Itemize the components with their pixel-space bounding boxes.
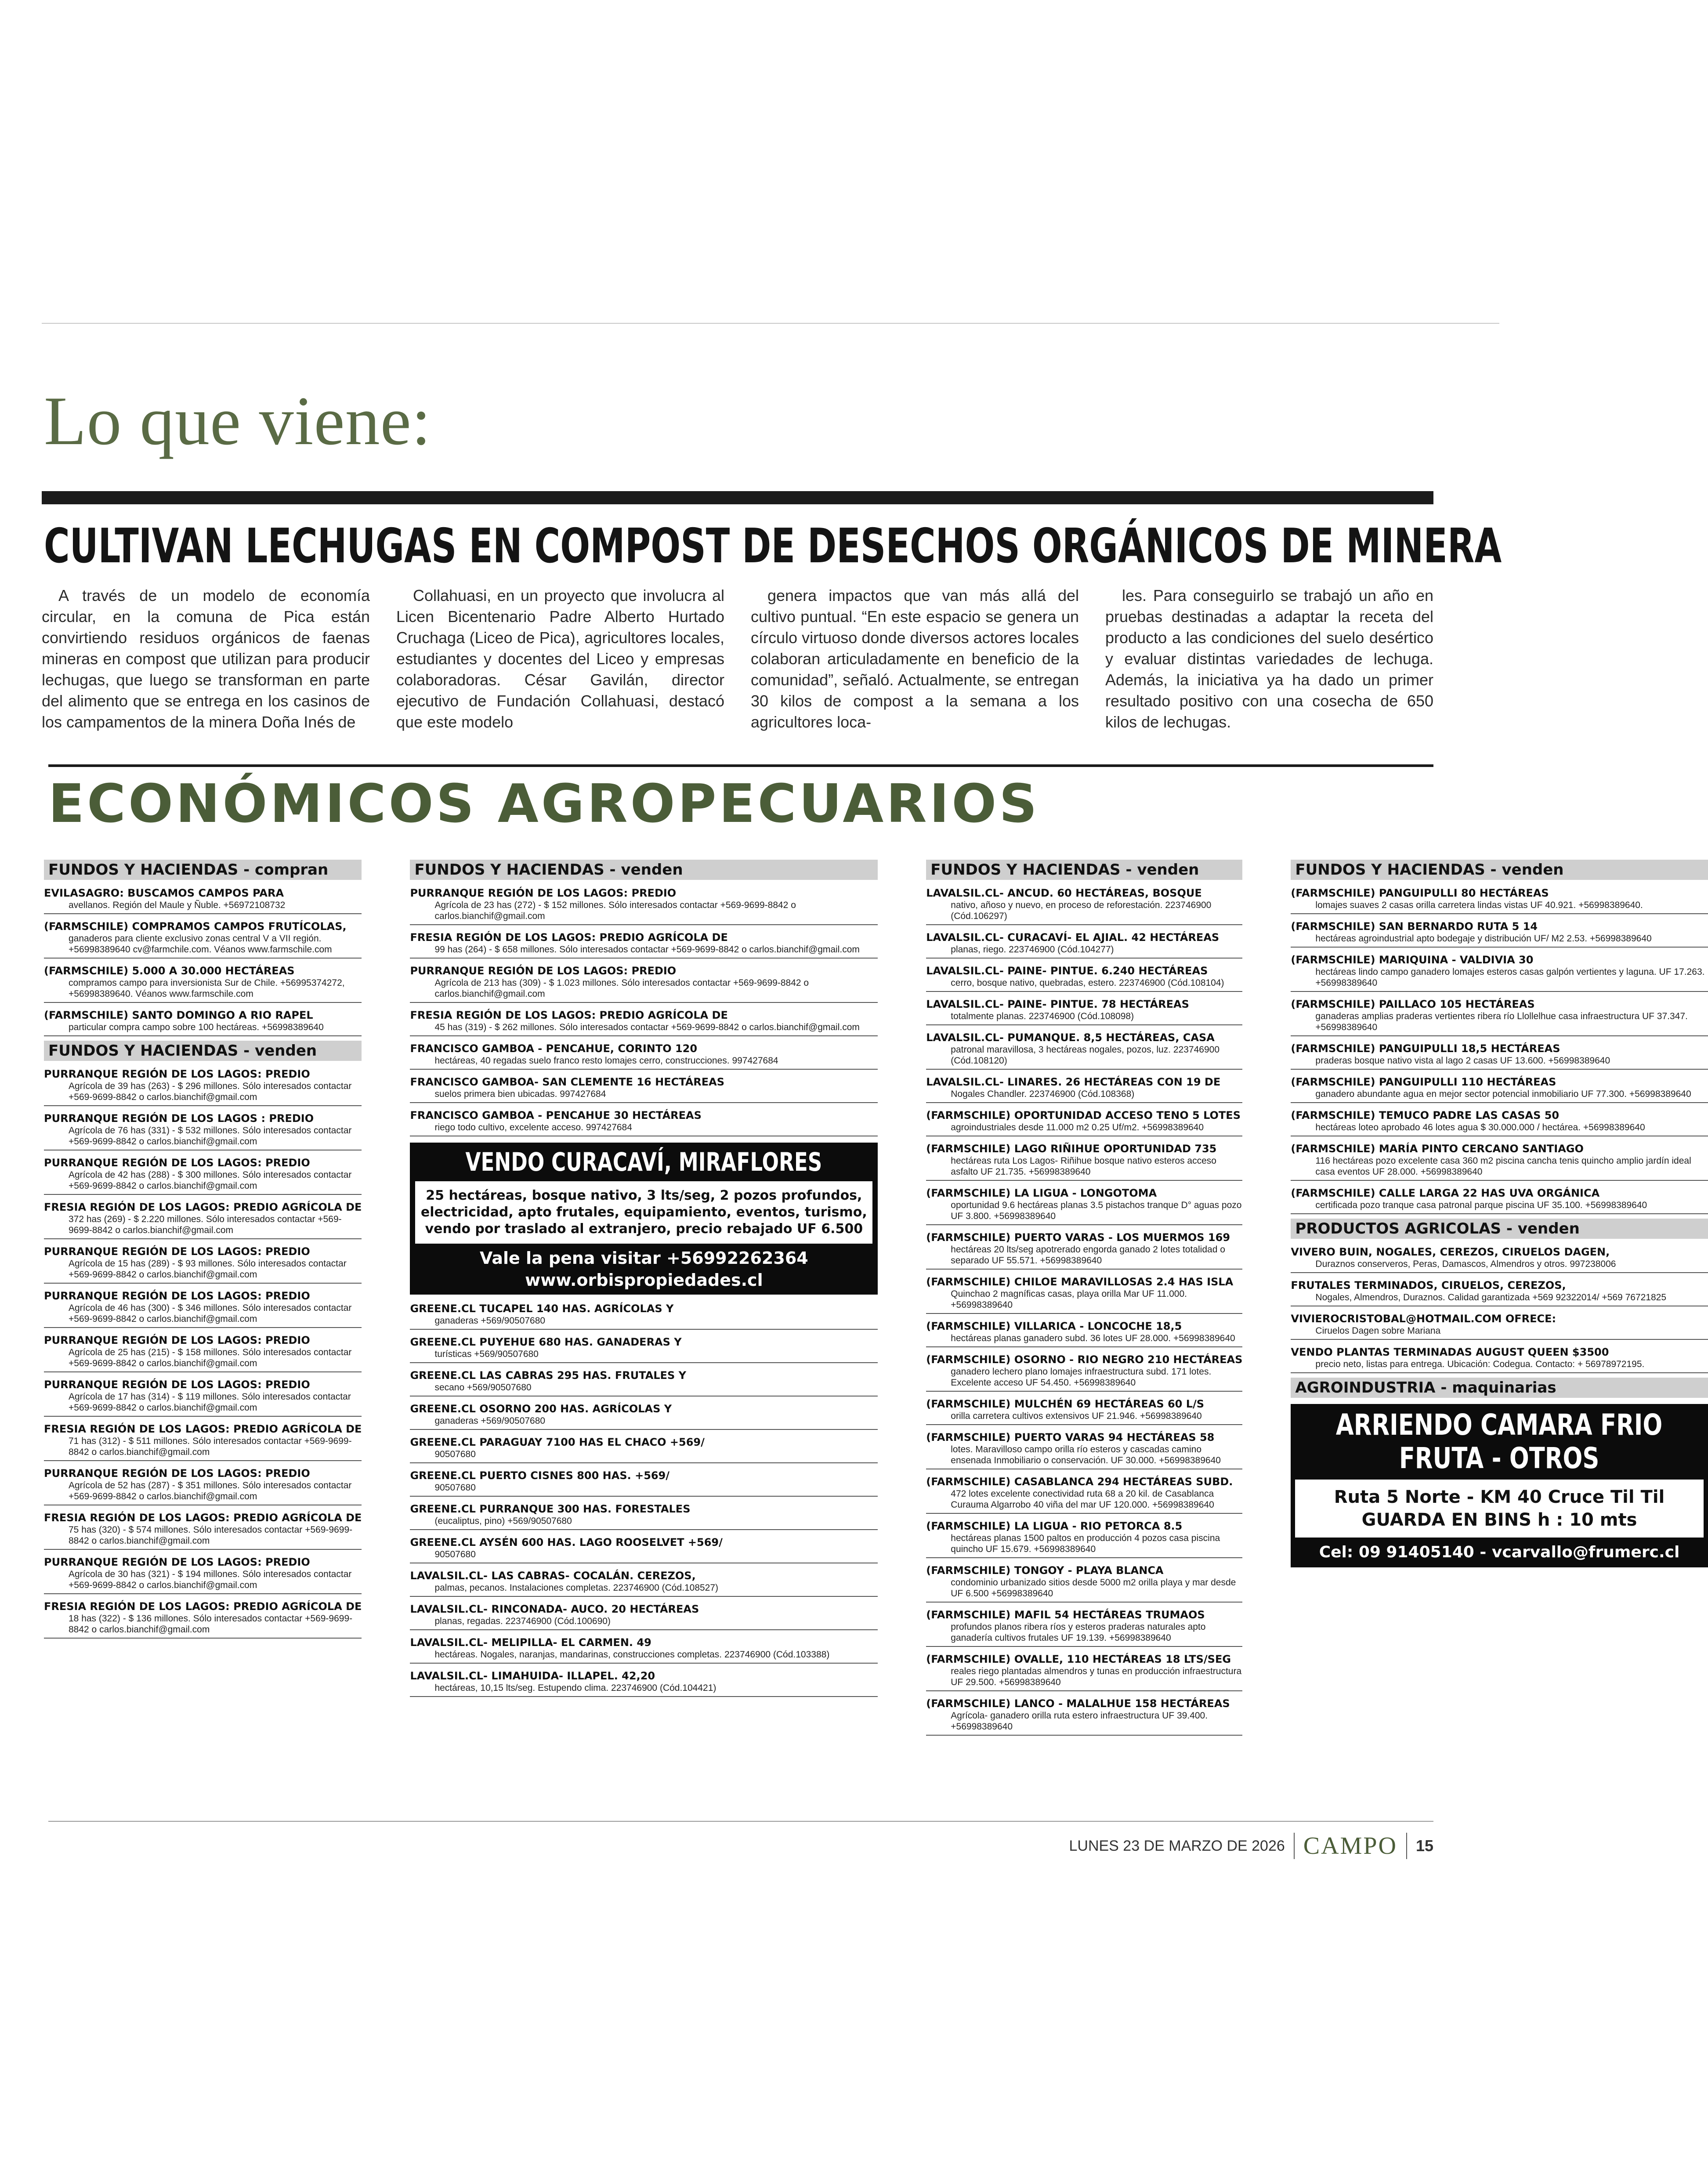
- classified-ad-body: Agrícola de 39 has (263) - $ 296 millones. Sólo interesados contactar +569-9699-8842 o carlos.bianchif@gmail.com: [69, 1081, 352, 1102]
- classified-ad: [44, 1377, 362, 1417]
- classified-ad-body: hectáreas loteo aprobado 46 lotes agua $ 30.000.000 / hectárea. +56998389640: [1315, 1122, 1645, 1132]
- classified-ad-body: 90507680: [434, 1449, 476, 1459]
- classified-ad: [926, 885, 1242, 925]
- classified-ad-title: (FARMSCHILE) SANTO DOMINGO A RIO RAPEL: [44, 1009, 313, 1021]
- display-ad-curacavi: [410, 1143, 878, 1295]
- classified-ad-title: PURRANQUE REGIÓN DE LOS LAGOS: PREDIO: [44, 1068, 310, 1080]
- classified-ad-body: hectáreas planas 1500 paltos en producción 4 pozos casa piscina quincho UF 15.679. +56998389640: [951, 1533, 1220, 1554]
- classified-ad-body: 372 has (269) - $ 2.220 millones. Sólo interesados contactar +569-9699-8842 o carlos.bianchif@gmail.com: [69, 1214, 342, 1235]
- classified-ad-body: lomajes suaves 2 casas orilla carretera lindas vistas UF 40.921. +56998389640.: [1315, 900, 1643, 910]
- classified-ad-body: particular compra campo sobre 100 hectáreas. +56998389640: [69, 1022, 324, 1032]
- classified-ad: [926, 1352, 1242, 1392]
- ad-list: [926, 885, 1242, 1736]
- classified-ad: [926, 963, 1242, 992]
- ad-list: [1291, 1244, 1708, 1373]
- section-name: CAMPO: [1303, 1832, 1397, 1860]
- classified-ad-title: (FARMSCHILE) LANCO - MALALHUE 158 HECTÁREAS: [926, 1697, 1230, 1710]
- classified-ad-title: (FARMSCHILE) 5.000 A 30.000 HECTÁREAS: [44, 965, 295, 977]
- category-header: PRODUCTOS AGRICOLAS - venden: [1291, 1219, 1708, 1239]
- classified-ad-body: secano +569/90507680: [434, 1382, 532, 1393]
- classified-ad: [1291, 1141, 1708, 1181]
- classified-ad-body: hectáreas lindo campo ganadero lomajes esteros casas galpón vertientes y laguna. UF 17.263. +56998389640: [1315, 967, 1705, 988]
- classified-ad-body: Duraznos conserveros, Peras, Damascos, Almendros y otros. 997238006: [1315, 1259, 1616, 1269]
- classified-ad-body: 99 has (264) - $ 658 millones. Sólo interesados contactar +569-9699-8842 o carlos.bianchif@gmail.com: [434, 944, 860, 955]
- classified-ad-body: precio neto, listas para entrega. Ubicación: Codegua. Contacto: + 56978972195.: [1315, 1359, 1645, 1369]
- display-ad-phone: Vale la pena visitar +56992262364: [480, 1248, 808, 1268]
- classified-ad-body: Agrícola- ganadero orilla ruta estero infraestructura UF 39.400. +56998389640: [951, 1711, 1208, 1732]
- classified-ad: [410, 1434, 878, 1463]
- classified-ad-body: orilla carretera cultivos extensivos UF 21.946. +56998389640: [951, 1411, 1202, 1421]
- classified-ad: [1291, 1244, 1708, 1273]
- classified-ad-title: (FARMSCHILE) VILLARICA - LONCOCHE 18,5: [926, 1320, 1182, 1332]
- display-ad-camara-frio: [1291, 1404, 1708, 1567]
- footer-rule: [48, 1821, 1433, 1822]
- classified-ad-title: GREENE.CL PUYEHUE 680 HAS. GANADERAS Y: [410, 1336, 682, 1348]
- classifieds: [44, 860, 1705, 1795]
- classified-ad-title: PURRANQUE REGIÓN DE LOS LAGOS: PREDIO: [44, 1334, 310, 1346]
- classified-ad-title: PURRANQUE REGIÓN DE LOS LAGOS: PREDIO: [44, 1378, 310, 1391]
- classified-ad: [44, 963, 362, 1003]
- classified-ad-title: EVILASAGRO: BUSCAMOS CAMPOS PARA: [44, 887, 284, 899]
- classified-ad: [926, 1185, 1242, 1225]
- classified-ad-title: (FARMSCHILE) OSORNO - RIO NEGRO 210 HECTÁREAS: [926, 1353, 1243, 1366]
- classified-ad-body: 116 hectáreas pozo excelente casa 360 m2 piscina cancha tenis quincho amplio jardín ideal casa eventos UF 28.000. +56998389640: [1315, 1156, 1691, 1177]
- ad-list: [1291, 885, 1708, 1214]
- classified-ad-title: PURRANQUE REGIÓN DE LOS LAGOS: PREDIO: [410, 965, 677, 977]
- classified-ad-title: (FARMSCHILE) PANGUIPULLI 110 HECTÁREAS: [1291, 1076, 1556, 1088]
- classified-ad: [410, 1041, 878, 1070]
- classified-ad-body: oportunidad 9.6 hectáreas planas 3.5 pistachos tranque D° aguas pozo UF 3.800. +56998389640: [951, 1200, 1242, 1221]
- classified-ad-title: FRANCISCO GAMBOA - PENCAHUE, CORINTO 120: [410, 1042, 698, 1055]
- classified-ad-body: Nogales, Almendros, Duraznos. Calidad garantizada +569 92322014/ +569 76721825: [1315, 1292, 1667, 1302]
- display-ad-contact: Cel: 09 91405140 - vcarvallo@frumerc.cl: [1319, 1543, 1680, 1561]
- classified-ad: [44, 1421, 362, 1461]
- classified-ad-title: VENDO PLANTAS TERMINADAS AUGUST QUEEN $3500: [1291, 1346, 1609, 1358]
- classified-ad-body: Agrícola de 76 has (331) - $ 532 millones. Sólo interesados contactar +569-9699-8842 o carlos.bianchif@gmail.com: [69, 1125, 352, 1147]
- classified-ad-body: Nogales Chandler. 223746900 (Cód.108368): [951, 1089, 1135, 1099]
- classified-column-1: [44, 860, 362, 1795]
- classified-ad: [44, 1244, 362, 1284]
- classified-ad-title: (FARMSCHILE) OVALLE, 110 HECTÁREAS 18 LTS/SEG: [926, 1653, 1231, 1665]
- classified-ad-title: (FARMSCHILE) MULCHÉN 69 HECTÁREAS 60 L/S: [926, 1398, 1205, 1410]
- classified-ad-title: PURRANQUE REGIÓN DE LOS LAGOS: PREDIO: [44, 1245, 310, 1258]
- classified-ad-title: GREENE.CL LAS CABRAS 295 HAS. FRUTALES Y: [410, 1369, 686, 1382]
- classified-ad: [44, 1599, 362, 1639]
- classified-ad-title: GREENE.CL PUERTO CISNES 800 HAS. +569/: [410, 1469, 670, 1482]
- classified-column-3: [926, 860, 1242, 1795]
- classified-ad: [926, 1396, 1242, 1425]
- classified-ad: [410, 1334, 878, 1363]
- classified-ad-title: LAVALSIL.CL- RINCONADA- AUCO. 20 HECTÁREAS: [410, 1603, 699, 1615]
- classified-ad: [410, 930, 878, 959]
- classified-ad-body: condominio urbanizado sitios desde 5000 m2 orilla playa y mar desde UF 6.500 +56998389640: [951, 1577, 1236, 1599]
- classified-ad-body: Agrícola de 46 has (300) - $ 346 millones. Sólo interesados contactar +569-9699-8842 o carlos.bianchif@gmail.com: [69, 1303, 352, 1324]
- classified-ad-title: (FARMSCHILE) PUERTO VARAS 94 HECTÁREAS 58: [926, 1431, 1215, 1444]
- classified-ad: [1291, 1311, 1708, 1340]
- classified-ad-title: LAVALSIL.CL- LINARES. 26 HECTÁREAS CON 19 DE: [926, 1076, 1221, 1088]
- classified-ad-body: Quinchao 2 magníficas casas, playa orilla Mar UF 11.000. +56998389640: [951, 1289, 1187, 1310]
- classified-ad-title: FRANCISCO GAMBOA - PENCAHUE 30 HECTÁREAS: [410, 1109, 702, 1122]
- classified-ad: [44, 1199, 362, 1239]
- classified-ad-title: VIVERO BUIN, NOGALES, CEREZOS, CIRUELOS DAGEN,: [1291, 1246, 1610, 1258]
- classified-ad: [410, 1468, 878, 1497]
- classified-ad-body: reales riego plantadas almendros y tunas en producción infraestructura UF 29.500. +56998389640: [951, 1666, 1242, 1687]
- classified-ad: [410, 1074, 878, 1103]
- display-ad-website: www.orbispropiedades.cl: [525, 1270, 763, 1290]
- classified-ad-body: nativo, añoso y nuevo, en proceso de reforestación. 223746900 (Cód.106297): [951, 900, 1212, 921]
- classified-ad: [410, 1635, 878, 1664]
- classified-ad-body: praderas bosque nativo vista al lago 2 casas UF 13.600. +56998389640: [1315, 1056, 1610, 1066]
- classified-ad-body: hectáreas, 10,15 lts/seg. Estupendo clima. 223746900 (Cód.104421): [434, 1683, 716, 1693]
- classified-ad-body: lotes. Maravilloso campo orilla río esteros y cascadas camino ensenada Inmobiliario o conservación. UF 30.000. +56998389640: [951, 1444, 1221, 1465]
- category-header: FUNDOS Y HACIENDAS - venden: [410, 860, 878, 880]
- category-header: AGROINDUSTRIA - maquinarias: [1291, 1378, 1708, 1398]
- footer-divider: [1294, 1833, 1295, 1859]
- classified-ad: [1291, 919, 1708, 948]
- classified-ad-body: ganaderas +569/90507680: [434, 1416, 546, 1426]
- display-ad-body: Ruta 5 Norte - KM 40 Cruce Til Til GUARDA EN BINS h : 10 mts: [1295, 1480, 1703, 1538]
- classified-ad-title: PURRANQUE REGIÓN DE LOS LAGOS: PREDIO: [44, 1290, 310, 1302]
- classified-ad: [44, 1007, 362, 1036]
- display-ad-subtitle: FRUTA - OTROS: [1399, 1441, 1599, 1475]
- classified-ad: [410, 1007, 878, 1036]
- classified-ad-title: (FARMSCHILE) MAFIL 54 HECTÁREAS TRUMAOS: [926, 1609, 1205, 1621]
- classified-ad: [44, 919, 362, 959]
- classified-ad-body: hectáreas planas ganadero subd. 36 lotes UF 28.000. +56998389640: [951, 1333, 1235, 1343]
- classified-ad-body: Agrícola de 23 has (272) - $ 152 millones. Sólo interesados contactar +569-9699-8842 o carlos.bianchif@gmail.com: [434, 900, 796, 921]
- classified-ad: [1291, 952, 1708, 992]
- classified-ad-body: Agrícola de 25 has (215) - $ 158 millones. Sólo interesados contactar +569-9699-8842 o carlos.bianchif@gmail.com: [69, 1347, 352, 1368]
- classified-ad: [926, 1563, 1242, 1603]
- classified-ad: [926, 930, 1242, 959]
- classified-ad-title: PURRANQUE REGIÓN DE LOS LAGOS: PREDIO: [44, 1556, 310, 1568]
- classified-ad: [410, 885, 878, 925]
- article-column-3: genera impactos que van más allá del cultivo puntual. “En este espacio se genera un círculo virtuoso donde diversos actores locales colaboran articuladamente en beneficio de la comunidad”, señaló. Actualmente, se entregan 30 kilos de compost a la semana a los agricultores loca-: [751, 586, 1079, 731]
- classified-ad-body: planas, riego. 223746900 (Cód.104277): [951, 944, 1114, 955]
- section-title: ECONÓMICOS AGROPECUARIOS: [48, 774, 1040, 835]
- classified-ad: [410, 1401, 878, 1430]
- classified-ad-title: LAVALSIL.CL- CURACAVÍ- EL AJIAL. 42 HECTÁREAS: [926, 931, 1219, 944]
- classified-ad: [44, 1288, 362, 1328]
- category-header: FUNDOS Y HACIENDAS - venden: [44, 1041, 362, 1061]
- classified-ad: [926, 1274, 1242, 1314]
- classified-ad-title: (FARMSCHILE) PAILLACO 105 HECTÁREAS: [1291, 998, 1535, 1010]
- classified-ad: [1291, 1185, 1708, 1214]
- classified-ad-title: (FARMSCHILE) TEMUCO PADRE LAS CASAS 50: [1291, 1109, 1560, 1122]
- classified-ad-body: hectáreas 20 lts/seg apotrerado engorda ganado 2 lotes totalidad o separado UF 55.571. +56998389640: [951, 1245, 1225, 1266]
- category-header: FUNDOS Y HACIENDAS - compran: [44, 860, 362, 880]
- classified-ad-title: FRUTALES TERMINADOS, CIRUELOS, CEREZOS,: [1291, 1279, 1566, 1292]
- classified-ad-title: (FARMSCHILE) PANGUIPULLI 18,5 HECTÁREAS: [1291, 1042, 1560, 1055]
- classified-ad: [44, 1554, 362, 1594]
- classified-ad-title: PURRANQUE REGIÓN DE LOS LAGOS: PREDIO: [44, 1467, 310, 1480]
- category-header: FUNDOS Y HACIENDAS - venden: [1291, 860, 1708, 880]
- classified-ad-body: profundos planos ribera ríos y esteros praderas naturales apto ganadería cultivos frutales UF 19.139. +56998389640: [951, 1622, 1206, 1643]
- classified-ad-body: cerro, bosque nativo, quebradas, estero. 223746900 (Cód.108104): [951, 978, 1224, 988]
- page-number: 15: [1415, 1837, 1433, 1855]
- classified-ad-body: Agrícola de 15 has (289) - $ 93 millones. Sólo interesados contactar +569-9699-8842 o carlos.bianchif@gmail.com: [69, 1259, 347, 1280]
- classified-ad-title: FRESIA REGIÓN DE LOS LAGOS: PREDIO AGRÍCOLA DE: [44, 1512, 362, 1524]
- kicker-title: Lo que viene:: [44, 383, 431, 459]
- classified-ad: [410, 1668, 878, 1697]
- ad-list: [44, 1066, 362, 1639]
- headline-bar: [42, 491, 1433, 504]
- page-footer: [1069, 1832, 1433, 1860]
- classified-ad-body: ganaderos para cliente exclusivo zonas central V a VII región. +56998389640 cv@farmchile.com. Véanos www.farmschile.com: [69, 933, 332, 955]
- classified-ad: [926, 1141, 1242, 1181]
- classified-ad-body: Agrícola de 17 has (314) - $ 119 millones. Sólo interesados contactar +569-9699-8842 o carlos.bianchif@gmail.com: [69, 1392, 351, 1413]
- classified-ad-body: Agrícola de 30 has (321) - $ 194 millones. Sólo interesados contactar +569-9699-8842 o carlos.bianchif@gmail.com: [69, 1569, 352, 1590]
- classified-ad-body: ganadero abundante agua en mejor sector potencial inmobiliario UF 77.300. +56998389640: [1315, 1089, 1691, 1099]
- classified-ad: [410, 1107, 878, 1136]
- classified-ad-title: (FARMSCHILE) SAN BERNARDO RUTA 5 14: [1291, 920, 1538, 933]
- classified-ad: [926, 1429, 1242, 1469]
- classified-ad-title: (FARMSCHILE) COMPRAMOS CAMPOS FRUTÍCOLAS,: [44, 920, 347, 933]
- classified-ad: [410, 1601, 878, 1630]
- classified-ad: [926, 1030, 1242, 1070]
- classified-ad: [1291, 996, 1708, 1036]
- classified-ad-body: totalmente planas. 223746900 (Cód.108098): [951, 1011, 1134, 1021]
- classified-ad-body: patronal maravillosa, 3 hectáreas nogales, pozos, luz. 223746900 (Cód.108120): [951, 1045, 1219, 1066]
- classified-ad-title: GREENE.CL TUCAPEL 140 HAS. AGRÍCOLAS Y: [410, 1302, 674, 1315]
- classified-ad-body: compramos campo para inversionista Sur de Chile. +56995374272, +56998389640. Véanos www.farmschile.com: [69, 978, 345, 999]
- classified-ad-body: avellanos. Región del Maule y Ñuble. +56972108732: [69, 900, 286, 910]
- article-column-4: les. Para conseguirlo se trabajó un año en pruebas destinadas a adaptar la receta del producto a las condiciones del suelo desértico y evaluar distintas variedades de lechuga. Además, la iniciativa ya ha dado un primer resultado positivo con una cosecha de 650 kilos de lechugas.: [1105, 586, 1433, 731]
- headline: CULTIVAN LECHUGAS EN COMPOST DE DESECHOS ORGÁNICOS DE MINERA: [44, 519, 1502, 574]
- classified-ad: [44, 1066, 362, 1106]
- classified-ad-title: PURRANQUE REGIÓN DE LOS LAGOS: PREDIO: [410, 887, 677, 899]
- classified-ad-body: planas, regadas. 223746900 (Cód.100690): [434, 1616, 611, 1626]
- classified-ad-title: (FARMSCHILE) LAGO RIÑIHUE OPORTUNIDAD 735: [926, 1143, 1217, 1155]
- classified-ad-title: LAVALSIL.CL- PUMANQUE. 8,5 HECTÁREAS, CASA: [926, 1031, 1215, 1044]
- classified-ad-body: ganaderas +569/90507680: [434, 1316, 546, 1326]
- classified-ad-title: FRESIA REGIÓN DE LOS LAGOS: PREDIO AGRÍCOLA DE: [410, 931, 728, 944]
- classified-ad-title: (FARMSCHILE) OPORTUNIDAD ACCESO TENO 5 LOTES: [926, 1109, 1241, 1122]
- article-column-1: A través de un modelo de economía circular, en la comuna de Pica están convirtiendo residuos orgánicos de faenas mineras en compost que utilizan para producir lechugas, que luego se transforman en parte del alimento que se entrega en los casinos de los campamentos de la minera Doña Inés de: [42, 586, 370, 731]
- display-ad-body: 25 hectáreas, bosque nativo, 3 lts/seg, 2 pozos profundos, electricidad, apto frutales, equipamiento, eventos, turismo, vendo por traslado al extranjero, precio rebajado UF 6.500: [415, 1181, 872, 1244]
- classified-ad-title: (FARMSCHILE) LA LIGUA - LONGOTOMA: [926, 1187, 1157, 1199]
- classified-ad-body: agroindustriales desde 11.000 m2 0.25 Uf/m2. +56998389640: [951, 1122, 1204, 1132]
- classified-ad: [1291, 1041, 1708, 1070]
- classified-ad-body: hectáreas. Nogales, naranjas, mandarinas, construcciones completas. 223746900 (Cód.103388): [434, 1650, 830, 1660]
- classified-ad: [926, 1074, 1242, 1103]
- classified-ad-title: GREENE.CL OSORNO 200 HAS. AGRÍCOLAS Y: [410, 1403, 672, 1415]
- classified-ad: [410, 1501, 878, 1530]
- classified-ad-body: (eucaliptus, pino) +569/90507680: [434, 1516, 572, 1526]
- classified-ad: [410, 963, 878, 1003]
- classified-ad-body: ganadero lechero plano lomajes infraestructura subd. 171 lotes. Excelente acceso UF 54.450. +56998389640: [951, 1367, 1212, 1388]
- classified-ad: [44, 1510, 362, 1550]
- classified-ad-body: 75 has (320) - $ 574 millones. Sólo interesados contactar +569-9699-8842 o carlos.bianchif@gmail.com: [69, 1525, 353, 1546]
- classified-ad-body: Agrícola de 42 has (288) - $ 300 millones. Sólo interesados contactar +569-9699-8842 o carlos.bianchif@gmail.com: [69, 1170, 352, 1191]
- display-ad-title: ARRIENDO CAMARA FRIO: [1336, 1408, 1663, 1442]
- classified-ad-title: GREENE.CL PARAGUAY 7100 HAS EL CHACO +569/: [410, 1436, 705, 1448]
- footer-divider: [1406, 1833, 1407, 1859]
- classified-ad-body: 71 has (312) - $ 511 millones. Sólo interesados contactar +569-9699-8842 o carlos.bianchif@gmail.com: [69, 1436, 352, 1457]
- classified-ad-body: hectáreas, 40 regadas suelo franco resto lomajes cerro, construcciones. 997427684: [434, 1056, 778, 1066]
- classified-ad: [1291, 1277, 1708, 1306]
- classified-ad-title: GREENE.CL AYSÉN 600 HAS. LAGO ROOSELVET +569/: [410, 1536, 723, 1548]
- classified-ad: [410, 1534, 878, 1563]
- classified-ad: [44, 1332, 362, 1372]
- top-rule: [42, 323, 1499, 324]
- classified-ad-body: suelos primera bien ubicadas. 997427684: [434, 1089, 606, 1099]
- classified-ad-body: 45 has (319) - $ 262 millones. Sólo interesados contactar +569-9699-8842 o carlos.bianchif@gmail.com: [434, 1022, 860, 1032]
- classified-ad: [926, 996, 1242, 1025]
- classified-ad-body: ganaderas amplias praderas vertientes ribera río Llollelhue casa infraestructura UF 37.347. +56998389640: [1315, 1011, 1688, 1032]
- classified-ad-title: LAVALSIL.CL- ANCUD. 60 HECTÁREAS, BOSQUE: [926, 887, 1202, 899]
- classified-ad-title: (FARMSCHILE) LA LIGUA - RIO PETORCA 8.5: [926, 1520, 1183, 1532]
- ad-list: [410, 885, 878, 1136]
- classified-ad-title: FRESIA REGIÓN DE LOS LAGOS: PREDIO AGRÍCOLA DE: [410, 1009, 728, 1021]
- classified-ad-body: riego todo cultivo, excelente acceso. 997427684: [434, 1122, 632, 1132]
- classified-ad-title: PURRANQUE REGIÓN DE LOS LAGOS : PREDIO: [44, 1112, 314, 1125]
- classified-ad-title: (FARMSCHILE) PANGUIPULLI 80 HECTÁREAS: [1291, 887, 1549, 899]
- classified-column-4: [1291, 860, 1708, 1795]
- category-header: FUNDOS Y HACIENDAS - venden: [926, 860, 1242, 880]
- classified-ad-title: LAVALSIL.CL- MELIPILLA- EL CARMEN. 49: [410, 1636, 651, 1649]
- classified-ad: [926, 1518, 1242, 1558]
- classified-ad-body: hectáreas ruta Los Lagos- Riñihue bosque nativo esteros acceso asfalto UF 21.735. +56998389640: [951, 1156, 1216, 1177]
- classified-ad-title: VIVIEROCRISTOBAL@HOTMAIL.COM OFRECE:: [1291, 1313, 1556, 1325]
- classified-ad-title: (FARMSCHILE) CHILOE MARAVILLOSAS 2.4 HAS ISLA: [926, 1276, 1234, 1288]
- classified-ad: [926, 1474, 1242, 1514]
- classified-ad: [1291, 885, 1708, 914]
- classified-ad-title: FRANCISCO GAMBOA- SAN CLEMENTE 16 HECTÁREAS: [410, 1076, 725, 1088]
- classified-ad-body: Agrícola de 52 has (287) - $ 351 millones. Sólo interesados contactar +569-9699-8842 o carlos.bianchif@gmail.com: [69, 1480, 352, 1501]
- classified-ad-title: FRESIA REGIÓN DE LOS LAGOS: PREDIO AGRÍCOLA DE: [44, 1423, 362, 1435]
- classified-ad-body: 18 has (322) - $ 136 millones. Sólo interesados contactar +569-9699-8842 o carlos.bianchif@gmail.com: [69, 1614, 353, 1635]
- classified-ad-title: LAVALSIL.CL- LAS CABRAS- COCALÁN. CEREZOS,: [410, 1570, 696, 1582]
- article-body: [42, 585, 1433, 737]
- issue-date: LUNES 23 DE MARZO DE 2026: [1069, 1837, 1285, 1854]
- classified-ad-title: (FARMSCHILE) MARÍA PINTO CERCANO SANTIAGO: [1291, 1143, 1584, 1155]
- classified-ad-body: palmas, pecanos. Instalaciones completas. 223746900 (Cód.108527): [434, 1583, 719, 1593]
- classified-ad-body: hectáreas agroindustrial apto bodegaje y distribución UF/ M2 2.53. +56998389640: [1315, 933, 1652, 944]
- classified-ad-title: (FARMSCHILE) CALLE LARGA 22 HAS UVA ORGÁNICA: [1291, 1187, 1600, 1199]
- classified-ad: [1291, 1344, 1708, 1373]
- display-ad-title: VENDO CURACAVÍ, MIRAFLORES: [465, 1147, 822, 1177]
- classified-ad-title: (FARMSCHILE) CASABLANCA 294 HECTÁREAS SUBD.: [926, 1476, 1233, 1488]
- classified-ad-body: turísticas +569/90507680: [434, 1349, 539, 1359]
- classified-ad-title: GREENE.CL PURRANQUE 300 HAS. FORESTALES: [410, 1503, 691, 1515]
- classified-ad-body: 472 lotes excelente conectividad ruta 68 a 20 kil. de Casablanca Curauma Algarrobo 40 viña del mar UF 120.000. +56998389640: [951, 1489, 1214, 1510]
- classified-ad-body: certificada pozo tranque casa patronal parque piscina UF 35.100. +56998389640: [1315, 1200, 1647, 1210]
- classified-ad-title: LAVALSIL.CL- PAINE- PINTUE. 6.240 HECTÁREAS: [926, 965, 1208, 977]
- classified-ad-title: FRESIA REGIÓN DE LOS LAGOS: PREDIO AGRÍCOLA DE: [44, 1201, 362, 1213]
- classified-ad-title: PURRANQUE REGIÓN DE LOS LAGOS: PREDIO: [44, 1157, 310, 1169]
- classified-ad: [410, 1368, 878, 1397]
- classified-ad: [1291, 1107, 1708, 1136]
- classified-ad-body: 90507680: [434, 1483, 476, 1493]
- classified-ad-title: (FARMSCHILE) TONGOY - PLAYA BLANCA: [926, 1564, 1164, 1577]
- classified-ad: [926, 1107, 1242, 1136]
- classified-ad-body: 90507680: [434, 1549, 476, 1559]
- ad-list: [44, 885, 362, 1036]
- classified-ad: [926, 1318, 1242, 1347]
- classified-ad-body: Agrícola de 213 has (309) - $ 1.023 millones. Sólo interesados contactar +569-9699-8842 o carlos.bianchif@gmail.com: [434, 978, 809, 999]
- classified-ad: [926, 1230, 1242, 1270]
- ad-list: [410, 1301, 878, 1697]
- classified-ad: [926, 1607, 1242, 1647]
- classified-ad: [410, 1568, 878, 1597]
- classified-ad: [44, 1155, 362, 1195]
- classified-column-2: [410, 860, 878, 1795]
- classified-ad: [44, 885, 362, 914]
- classified-ad: [926, 1651, 1242, 1691]
- classified-ad-title: LAVALSIL.CL- PAINE- PINTUE. 78 HECTÁREAS: [926, 998, 1189, 1010]
- classified-ad: [410, 1301, 878, 1330]
- classified-ad-title: (FARMSCHILE) PUERTO VARAS - LOS MUERMOS 169: [926, 1231, 1230, 1244]
- classified-ad-body: Ciruelos Dagen sobre Mariana: [1315, 1326, 1441, 1336]
- article-column-2: Collahuasi, en un proyecto que involucra al Licen Bicentenario Padre Alberto Hurtado Cruchaga (Liceo de Pica), agricultores locales, estudiantes y docentes del Liceo y empresas colaboradoras. César Gavilán, director ejecutivo de Fundación Collahuasi, destacó que este modelo: [396, 586, 724, 731]
- classified-ad: [44, 1111, 362, 1151]
- classified-ad-title: FRESIA REGIÓN DE LOS LAGOS: PREDIO AGRÍCOLA DE: [44, 1600, 362, 1613]
- section-rule: [48, 764, 1433, 767]
- classified-ad: [1291, 1074, 1708, 1103]
- classified-ad: [44, 1465, 362, 1505]
- classified-ad: [926, 1696, 1242, 1736]
- classified-ad-title: (FARMSCHILE) MARIQUINA - VALDIVIA 30: [1291, 954, 1534, 966]
- classified-ad-title: LAVALSIL.CL- LIMAHUIDA- ILLAPEL. 42,20: [410, 1670, 655, 1682]
